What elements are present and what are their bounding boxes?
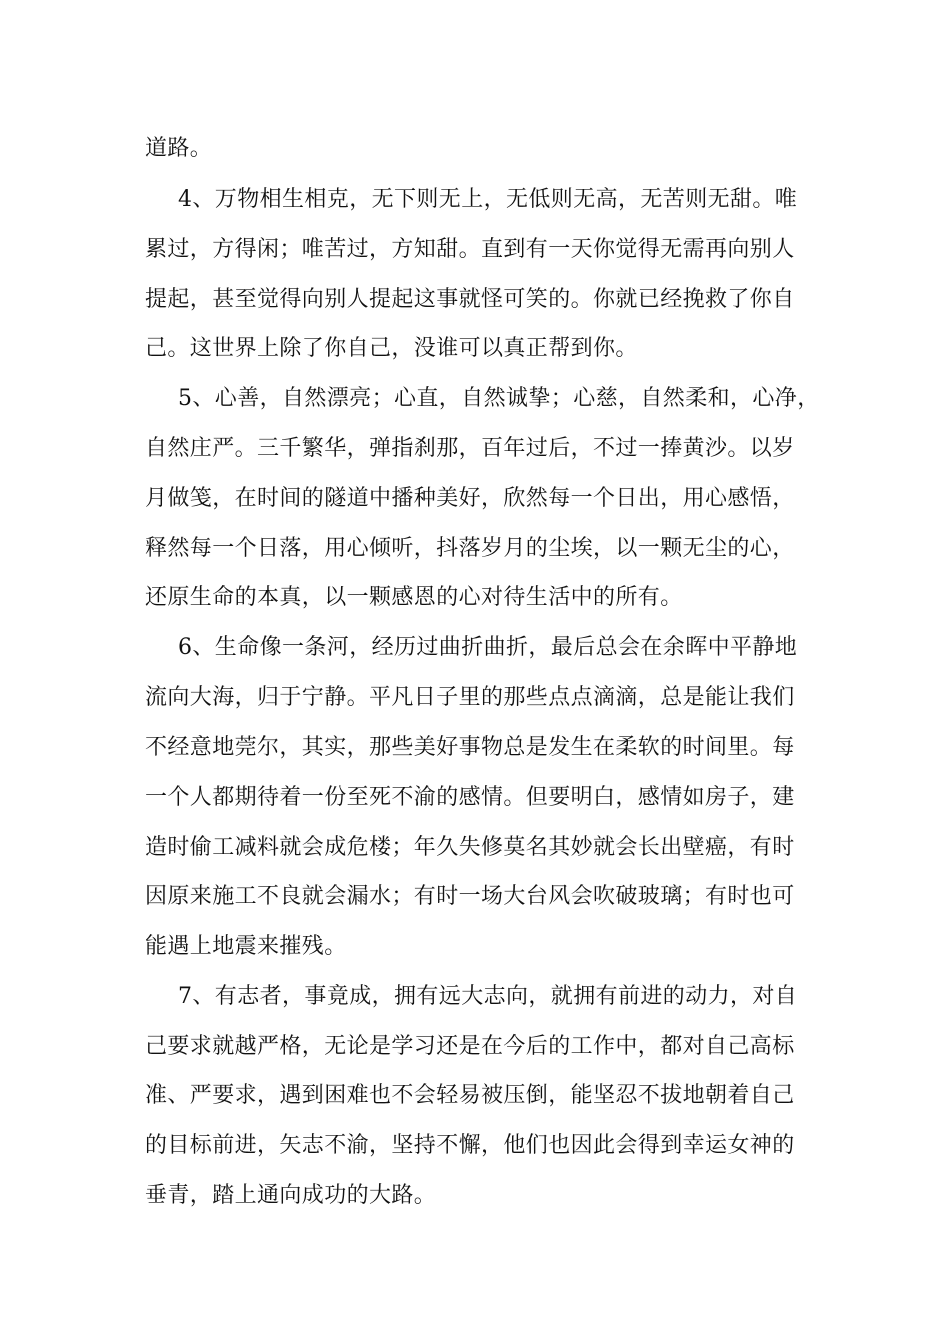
text-line: 7、有志者，事竟成，拥有远大志向，就拥有前进的动力，对自 [178, 984, 798, 1009]
text-line: 提起，甚至觉得向别人提起这事就怪可笑的。你就已经挽救了你自 [145, 287, 795, 312]
text-line: 能遇上地震来摧残。 [145, 934, 347, 959]
text-line: 流向大海，归于宁静。平凡日子里的那些点点滴滴，总是能让我们 [145, 685, 795, 710]
text-line: 释然每一个日落，用心倾听，抖落岁月的尘埃，以一颗无尘的心， [145, 536, 795, 561]
text-line: 的目标前进，矢志不渝，坚持不懈，他们也因此会得到幸运女神的 [145, 1133, 795, 1158]
text-line: 己。这世界上除了你自己，没谁可以真正帮到你。 [145, 336, 638, 361]
text-line: 自然庄严。三千繁华，弹指刹那，百年过后，不过一捧黄沙。以岁 [145, 436, 795, 461]
text-line: 因原来施工不良就会漏水；有时一场大台风会吹破玻璃；有时也可 [145, 884, 795, 909]
text-line: 月做笺，在时间的隧道中播种美好，欣然每一个日出，用心感悟， [145, 486, 795, 511]
text-line: 造时偷工减料就会成危楼；年久失修莫名其妙就会长出壁癌，有时 [145, 835, 795, 860]
text-line: 准、严要求，遇到困难也不会轻易被压倒，能坚忍不拔地朝着自己 [145, 1083, 795, 1108]
text-line: 4、万物相生相克，无下则无上，无低则无高，无苦则无甜。唯 [178, 187, 798, 212]
text-line: 道路。 [145, 136, 213, 161]
text-line: 累过，方得闲；唯苦过，方知甜。直到有一天你觉得无需再向别人 [145, 237, 795, 262]
text-line: 己要求就越严格，无论是学习还是在今后的工作中，都对自己高标 [145, 1034, 795, 1059]
text-line: 5、心善，自然漂亮；心直，自然诚挚；心慈，自然柔和，心净， [178, 386, 820, 411]
text-line: 6、生命像一条河，经历过曲折曲折，最后总会在余晖中平静地 [178, 635, 798, 660]
text-line: 一个人都期待着一份至死不渝的感情。但要明白，感情如房子，建 [145, 785, 795, 810]
text-line: 还原生命的本真，以一颗感恩的心对待生活中的所有。 [145, 585, 683, 610]
text-line: 垂青，踏上通向成功的大路。 [145, 1183, 437, 1208]
text-line: 不经意地莞尔，其实，那些美好事物总是发生在柔软的时间里。每 [145, 735, 795, 760]
